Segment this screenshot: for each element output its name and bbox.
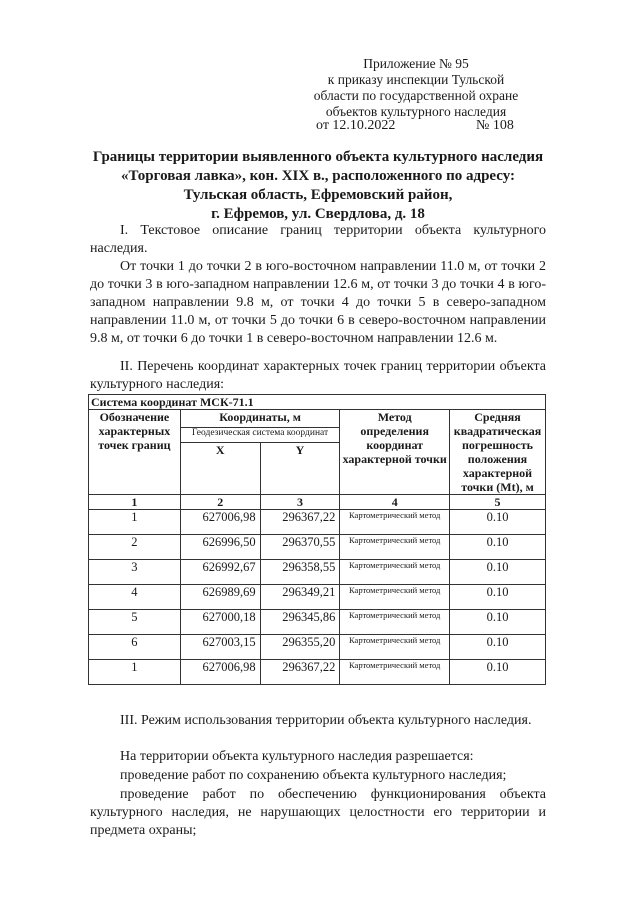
table-row — [89, 585, 546, 610]
cell-point: 2 — [89, 535, 181, 560]
cell-error: 0.10 — [450, 610, 546, 635]
appendix-line: области по государственной охране — [313, 88, 519, 103]
title-line: Границы территории выявленного объекта культурного наследия — [92, 149, 544, 165]
section-2-heading: II. Перечень координат характерных точек границ территории объекта культурного наследия: — [90, 359, 546, 392]
order-date-line — [316, 118, 514, 134]
document-title — [76, 148, 560, 224]
cell-y: 296367,22 — [260, 660, 340, 685]
cell-error: 0.10 — [450, 510, 546, 535]
cell-x: 626992,67 — [180, 560, 260, 585]
header-x: X — [180, 443, 260, 495]
cell-error: 0.10 — [450, 585, 546, 610]
cell-x: 626989,69 — [180, 585, 260, 610]
appendix-number: Приложение № 95 — [363, 56, 469, 71]
header-geodesic: Геодезическая система координат — [180, 428, 340, 443]
cell-x: 627006,98 — [180, 510, 260, 535]
header-point: Обозначение характерных точек границ — [89, 410, 181, 495]
cell-point: 4 — [89, 585, 181, 610]
cell-x: 627000,18 — [180, 610, 260, 635]
column-number: 1 — [89, 495, 181, 510]
appendix-line: объектов культурного наследия — [325, 104, 507, 119]
column-number: 3 — [260, 495, 340, 510]
cell-method: Картометрический метод — [340, 610, 450, 635]
title-line: г. Ефремов, ул. Свердлова, д. 18 — [211, 206, 425, 222]
cell-y: 296358,55 — [260, 560, 340, 585]
header-coords: Координаты, м — [180, 410, 340, 428]
cell-error: 0.10 — [450, 535, 546, 560]
cell-y: 296355,20 — [260, 635, 340, 660]
appendix-line: к приказу инспекции Тульской — [327, 72, 505, 87]
cell-x: 627006,98 — [180, 660, 260, 685]
table-row — [89, 660, 546, 685]
cell-method: Картометрический метод — [340, 585, 450, 610]
order-date: от 12.10.2022 — [316, 118, 396, 133]
section-3-paragraph: На территории объекта культурного наследия разрешается: — [120, 749, 474, 764]
table-row — [89, 635, 546, 660]
column-number: 2 — [180, 495, 260, 510]
section-3-paragraph: проведение работ по сохранению объекта культурного наследия; — [120, 768, 507, 783]
column-number-row — [89, 495, 546, 510]
cell-point: 1 — [89, 660, 181, 685]
header-error: Средняя квадратическая погрешность положения характерной точки (Mt), м — [450, 410, 546, 495]
column-number: 4 — [340, 495, 450, 510]
cell-method: Картометрический метод — [340, 660, 450, 685]
appendix-header — [296, 56, 536, 120]
section-1-text: От точки 1 до точки 2 в юго-восточном направлении 11.0 м, от точки 2 до точки 3 в юго-западном направлении 12.6 м, от точки 3 до точки 4 в юго-западном направлении 9.8 м, от точки 4 до точки 5 в северо-западном направлении 11.0 м, от точки 5 до точки 6 в северо-восточном направлении 9.8 м, от точки 6 до точки 1 в северо-восточном направлении 12.6 м. — [90, 259, 546, 346]
cell-point: 5 — [89, 610, 181, 635]
cell-point: 3 — [89, 560, 181, 585]
table-row — [89, 535, 546, 560]
table-row — [89, 510, 546, 535]
section-1-heading: I. Текстовое описание границ территории объекта культурного наследия. — [90, 223, 546, 256]
cell-method: Картометрический метод — [340, 510, 450, 535]
coordinates-table — [88, 394, 546, 685]
table-row — [89, 610, 546, 635]
cell-method: Картометрический метод — [340, 635, 450, 660]
cell-y: 296345,86 — [260, 610, 340, 635]
header-y: Y — [260, 443, 340, 495]
cell-point: 1 — [89, 510, 181, 535]
title-line: Тульская область, Ефремовский район, — [183, 187, 453, 203]
section-3-heading: III. Режим использования территории объекта культурного наследия. — [120, 713, 532, 728]
cell-error: 0.10 — [450, 560, 546, 585]
coordinate-system: Система координат МСК-71.1 — [89, 395, 546, 410]
section-3-paragraph: проведение работ по обеспечению функционирования объекта культурного наследия, не нарушающих целостности его территории и предмета охраны; — [90, 787, 546, 838]
order-number: № 108 — [476, 118, 514, 133]
title-line: «Торговая лавка», кон. XIX в., расположенного по адресу: — [120, 168, 516, 184]
cell-y: 296349,21 — [260, 585, 340, 610]
cell-error: 0.10 — [450, 635, 546, 660]
cell-error: 0.10 — [450, 660, 546, 685]
column-number: 5 — [450, 495, 546, 510]
cell-y: 296370,55 — [260, 535, 340, 560]
cell-x: 627003,15 — [180, 635, 260, 660]
cell-point: 6 — [89, 635, 181, 660]
cell-x: 626996,50 — [180, 535, 260, 560]
cell-method: Картометрический метод — [340, 560, 450, 585]
table-row — [89, 560, 546, 585]
cell-y: 296367,22 — [260, 510, 340, 535]
cell-method: Картометрический метод — [340, 535, 450, 560]
header-method: Метод определения координат характерной точки — [340, 410, 450, 495]
